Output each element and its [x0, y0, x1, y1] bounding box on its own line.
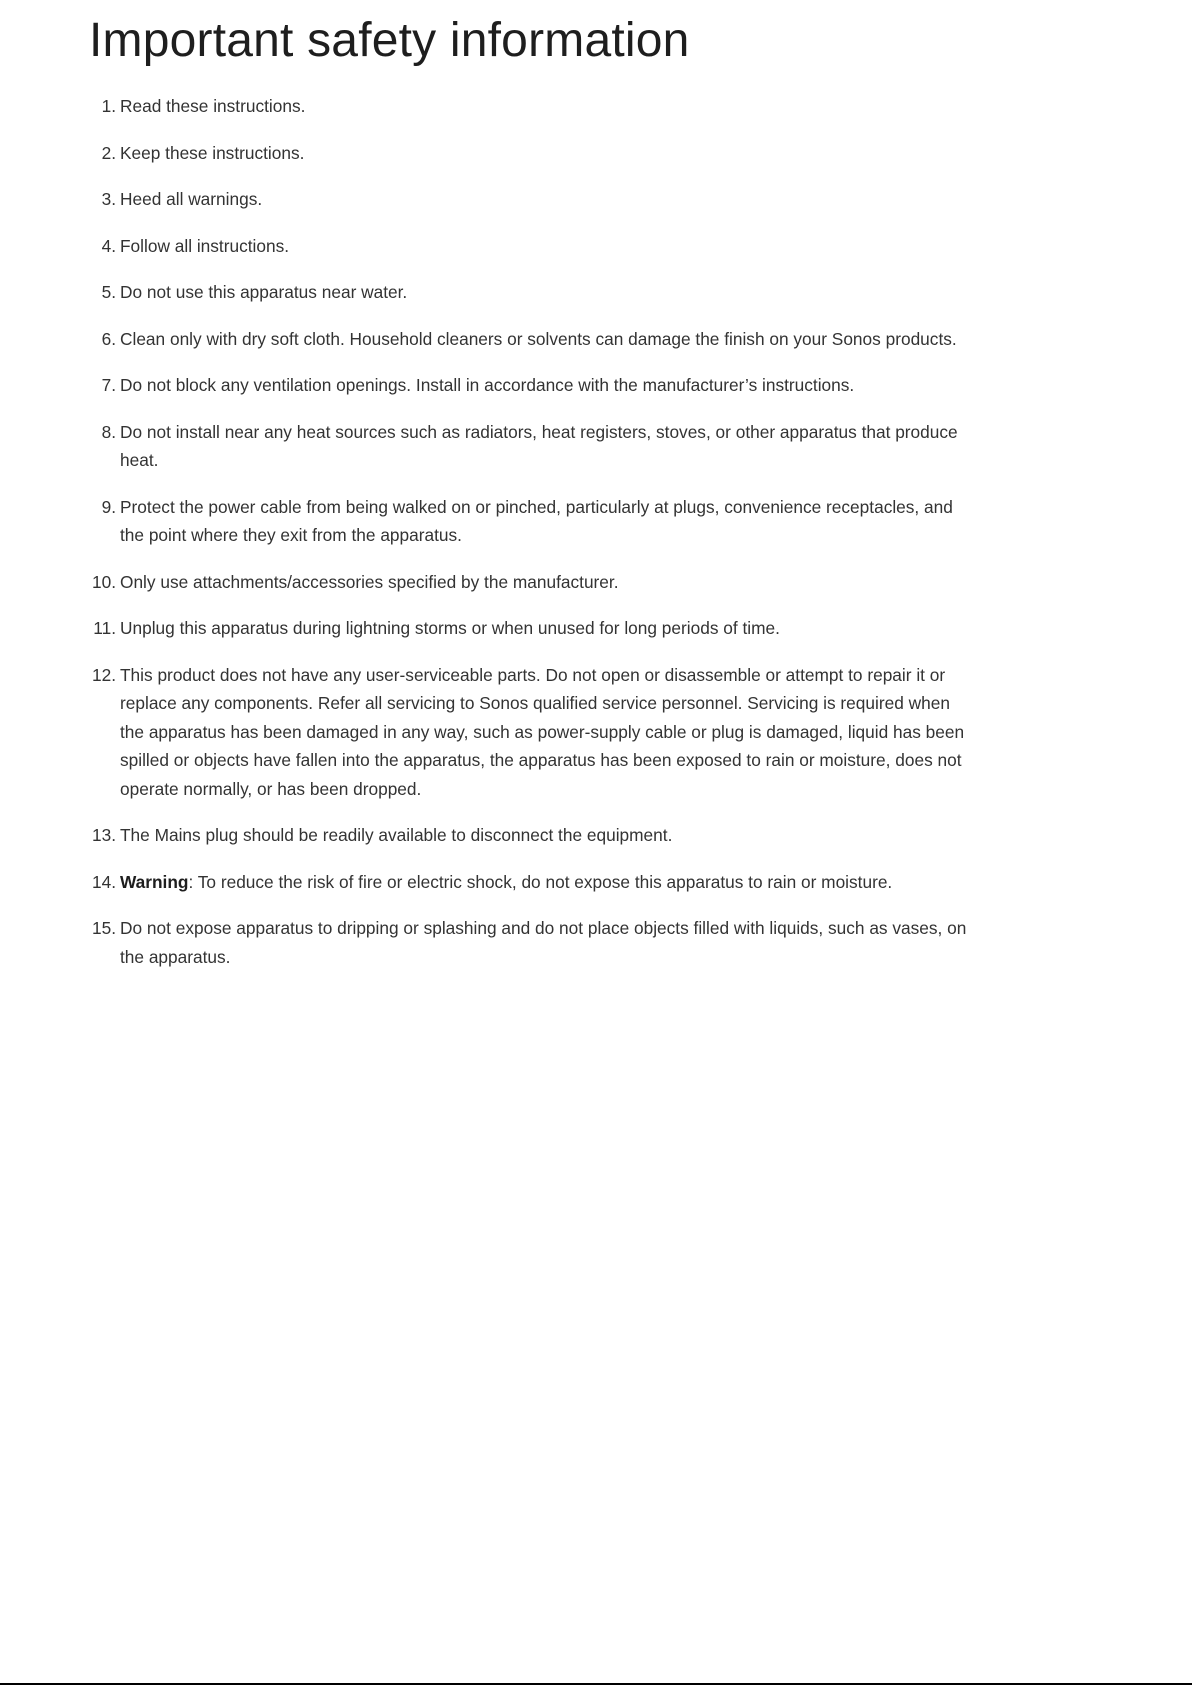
item-text: Do not block any ventilation openings. Install in accordance with the manufacturer’s instructions. — [120, 375, 855, 395]
list-item — [0, 661, 1000, 804]
item-number: 10. — [91, 571, 116, 592]
item-text: Heed all warnings. — [120, 189, 263, 209]
item-number: 4. — [101, 235, 116, 256]
item-text — [120, 868, 968, 897]
item-text: The Mains plug should be readily available to disconnect the equipment. — [120, 825, 673, 845]
item-number: 9. — [101, 496, 116, 517]
list-item — [0, 92, 1000, 121]
list-item — [0, 325, 1000, 354]
list-item — [0, 232, 1000, 261]
list-item — [0, 139, 1000, 168]
item-number: 11. — [93, 618, 116, 638]
item-number: 3. — [101, 189, 116, 209]
item-text: Do not expose apparatus to dripping or splashing and do not place objects filled with liquids, such as vases, on the apparatus. — [120, 918, 967, 967]
list-item — [0, 418, 1000, 475]
item-text: Keep these instructions. — [120, 142, 305, 163]
item-number: 8. — [101, 421, 116, 442]
page-title: Important safety information — [89, 14, 690, 67]
list-item — [0, 371, 1000, 400]
item-text: This product does not have any user-serviceable parts. Do not open or disassemble or attempt to repair it or replace any components. Refer all servicing to Sonos qualified service personnel. Servicing is required when the apparatus has been damaged in any way, such as power-supply cable or plug is damaged, liquid has been spilled or objects have fallen into the apparatus, the apparatus has been exposed to rain or moisture, does not operate normally, or has been dropped. — [120, 664, 965, 799]
item-text: Protect the power cable from being walked on or pinched, particularly at plugs, convenience receptacles, and the point where they exit from the apparatus. — [120, 496, 953, 545]
item-number: 2. — [101, 142, 116, 163]
item-text: Only use attachments/accessories specified by the manufacturer. — [120, 571, 619, 592]
item-number: 6. — [101, 328, 116, 349]
item-number: 12. — [91, 664, 116, 685]
list-item — [0, 914, 1000, 971]
item-text: Follow all instructions. — [120, 235, 290, 256]
warning-label: Warning — [120, 871, 189, 892]
item-text: Do not install near any heat sources such as radiators, heat registers, stoves, or other apparatus that produce heat. — [120, 421, 958, 470]
item-text: Read these instructions. — [120, 96, 306, 116]
item-text: Unplug this apparatus during lightning storms or when unused for long periods of time. — [120, 618, 780, 638]
list-item — [0, 568, 1000, 597]
list-item — [0, 614, 1000, 643]
item-number: 15. — [91, 918, 116, 938]
item-number: 13. — [91, 825, 116, 845]
list-item — [0, 278, 1000, 307]
list-item — [0, 868, 1000, 897]
warning-text: : To reduce the risk of fire or electric shock, do not expose this apparatus to rain or moisture. — [188, 871, 893, 892]
list-item — [0, 185, 1000, 214]
item-text: Clean only with dry soft cloth. Household cleaners or solvents can damage the finish on your Sonos products. — [120, 328, 957, 349]
item-number: 5. — [101, 282, 116, 302]
list-item — [0, 821, 1000, 850]
item-number: 14. — [91, 871, 116, 892]
item-number: 1. — [101, 96, 116, 116]
safety-instructions-list — [0, 92, 1000, 989]
item-text: Do not use this apparatus near water. — [120, 282, 408, 302]
item-number: 7. — [101, 375, 116, 395]
list-item — [0, 493, 1000, 550]
